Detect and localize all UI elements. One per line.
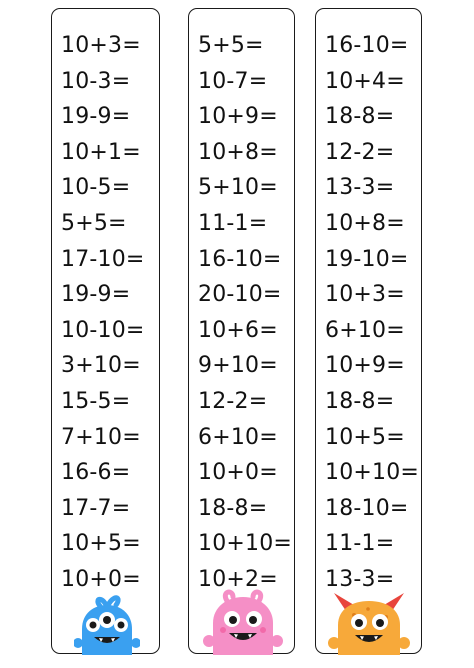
math-problem: 10+8= bbox=[325, 210, 405, 236]
problem-list bbox=[61, 28, 145, 598]
math-problem: 13-3= bbox=[325, 175, 395, 201]
math-problem: 10+9= bbox=[325, 353, 405, 379]
orange-horned-monster-icon bbox=[328, 589, 410, 655]
math-problem: 10+1= bbox=[61, 139, 141, 165]
math-problem: 10+0= bbox=[61, 566, 141, 592]
math-problem: 19-10= bbox=[325, 246, 409, 272]
pink-monster-icon bbox=[203, 585, 283, 655]
math-problem: 11-1= bbox=[325, 531, 395, 557]
worksheet-strip-3 bbox=[315, 8, 422, 654]
math-problem: 10+3= bbox=[61, 33, 141, 58]
math-problem: 9+10= bbox=[198, 353, 278, 379]
math-problem: 13-3= bbox=[325, 566, 395, 592]
math-problem: 19-9= bbox=[61, 104, 131, 130]
math-problem: 10+5= bbox=[325, 424, 405, 450]
math-problem: 18-10= bbox=[325, 495, 409, 521]
math-problem: 16-10= bbox=[198, 246, 282, 272]
math-problem: 17-10= bbox=[61, 246, 145, 272]
worksheet-strip-2 bbox=[188, 8, 295, 654]
math-problem: 10+4= bbox=[325, 68, 405, 94]
math-problem: 18-8= bbox=[325, 388, 395, 414]
blue-three-eyed-monster-icon bbox=[74, 593, 140, 655]
math-problem: 10+9= bbox=[198, 104, 278, 130]
math-problem: 18-8= bbox=[198, 495, 268, 521]
math-problem: 16-6= bbox=[61, 460, 131, 486]
worksheet-strip-1 bbox=[51, 8, 160, 654]
math-problem: 5+5= bbox=[198, 33, 264, 58]
math-problem: 18-8= bbox=[325, 104, 395, 130]
math-problem: 6+10= bbox=[325, 317, 405, 343]
math-problem: 6+10= bbox=[198, 424, 278, 450]
math-problem: 20-10= bbox=[198, 282, 282, 308]
math-problem: 12-2= bbox=[198, 388, 268, 414]
problem-list bbox=[325, 28, 419, 598]
math-problem: 10-5= bbox=[61, 175, 131, 201]
math-problem: 5+10= bbox=[198, 175, 278, 201]
math-problem: 10-7= bbox=[198, 68, 268, 94]
math-problem: 10+2= bbox=[198, 566, 278, 592]
math-problem: 11-1= bbox=[198, 210, 268, 236]
math-problem: 15-5= bbox=[61, 388, 131, 414]
math-problem: 17-7= bbox=[61, 495, 131, 521]
math-problem: 10+10= bbox=[198, 531, 293, 557]
math-problem: 12-2= bbox=[325, 139, 395, 165]
math-problem: 7+10= bbox=[61, 424, 141, 450]
math-problem: 10-10= bbox=[61, 317, 145, 343]
math-problem: 10+10= bbox=[325, 460, 420, 486]
math-problem: 10+8= bbox=[198, 139, 278, 165]
math-problem: 10+0= bbox=[198, 460, 278, 486]
math-problem: 10+5= bbox=[61, 531, 141, 557]
problem-list bbox=[198, 28, 292, 598]
math-problem: 19-9= bbox=[61, 282, 131, 308]
math-problem: 5+5= bbox=[61, 210, 127, 236]
math-problem: 10+6= bbox=[198, 317, 278, 343]
math-problem: 3+10= bbox=[61, 353, 141, 379]
math-problem: 16-10= bbox=[325, 33, 409, 58]
math-problem: 10+3= bbox=[325, 282, 405, 308]
math-problem: 10-3= bbox=[61, 68, 131, 94]
